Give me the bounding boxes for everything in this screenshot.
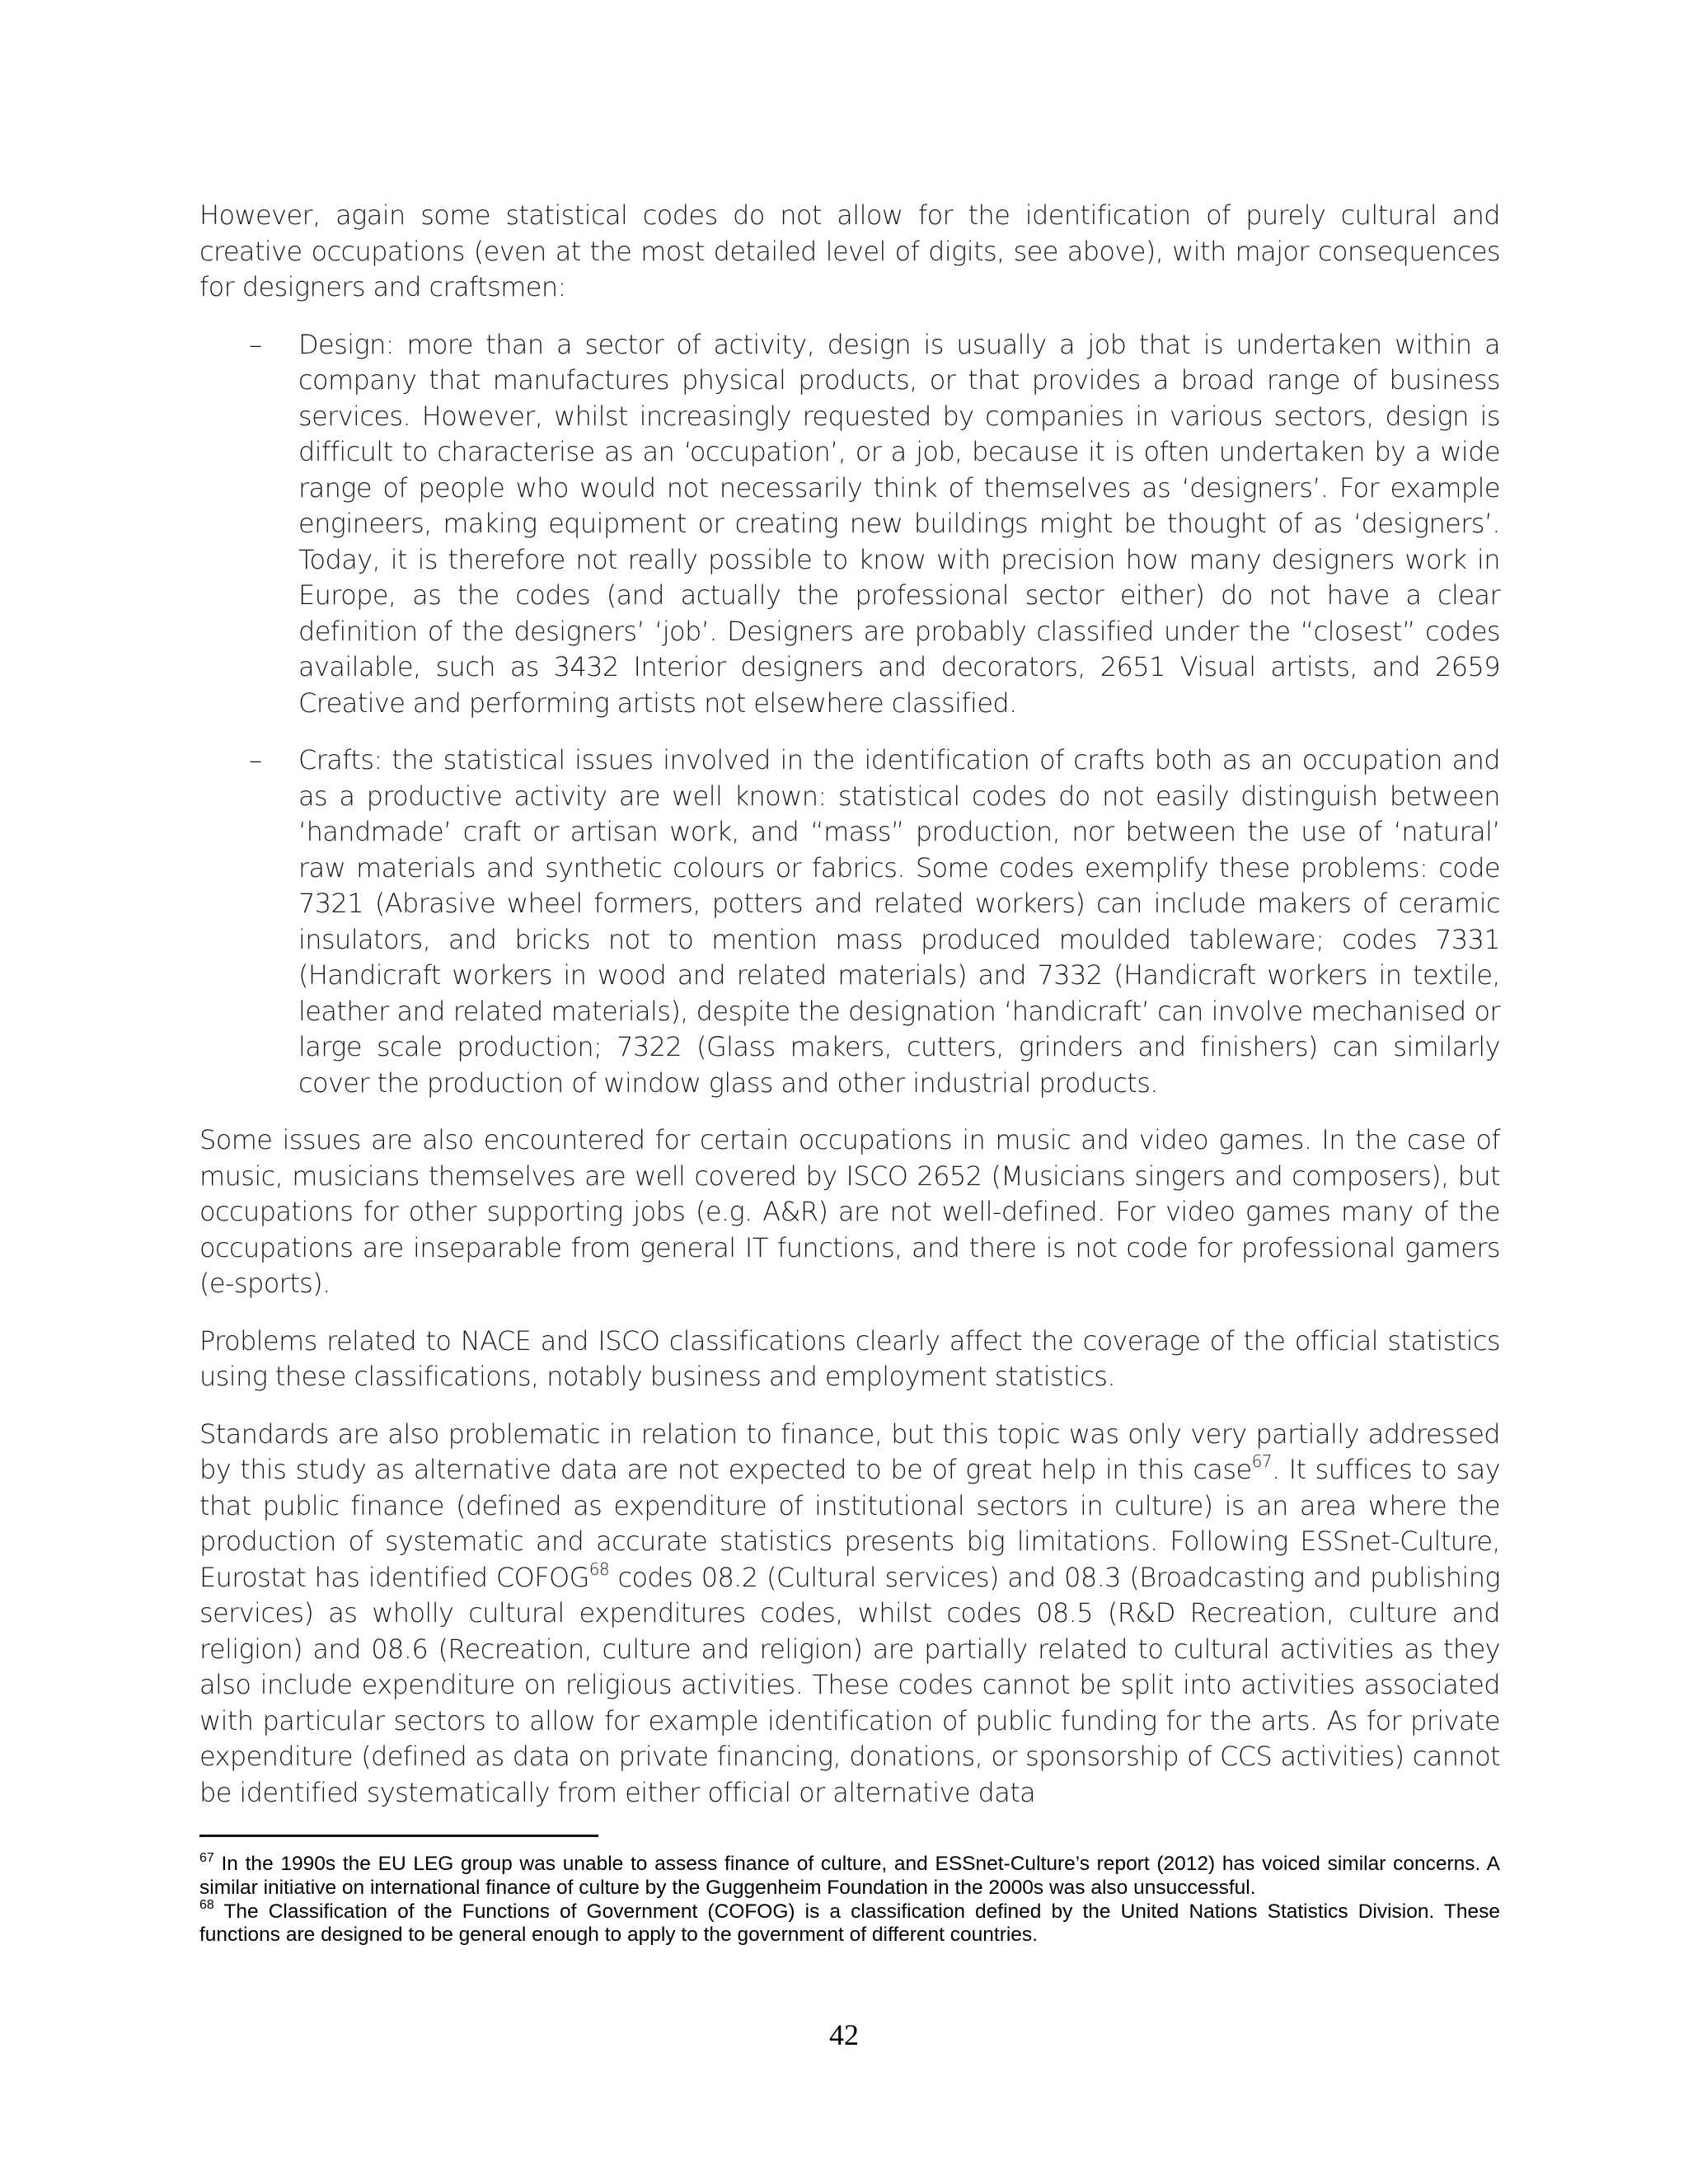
paragraph-intro: However, again some statistical codes do not allow for the identification of purely cultural and creative occupations (even at the most detailed level of digits, see above), with major consequences for designers and craftsmen: xyxy=(199,199,1500,302)
footnote-67 xyxy=(199,1850,1500,1900)
footnote-ref-67[interactable]: 67 xyxy=(1251,1451,1272,1472)
footnote-68 xyxy=(199,1900,1500,1948)
footnote-number: 67 xyxy=(199,1850,214,1865)
finance-text-part3: codes 08.2 (Cultural services) and 08.3 (Broadcasting and publishing services) as wholly cultural expenditures codes, whilst codes 08.5 (R&D Recreation, culture and religion) and 08.6 (Recreation, culture and religion) are partially related to cultural activities as they also include expenditure on religious activities. These codes cannot be split into activities associated with particular sectors to allow for example identification of public funding for the arts. As for private expenditure (defined as data on private financing, donations, or sponsorship of CCS activities) cannot be identified systematically from either official or alternative data xyxy=(199,1561,1500,1808)
bullet-list xyxy=(199,327,1500,1102)
footnote-text: The Classification of the Functions of Government (COFOG) is a classification defined by the United Nations Statistics Division. These functions are designed to be general enough to apply to the government of different countries. xyxy=(199,1900,1500,1947)
footnote-separator xyxy=(199,1835,598,1837)
bullet-text-design: Design: more than a sector of activity, design is usually a job that is undertaken within a company that manufactures physical products, or that provides a broad range of business services. However, whilst increasingly requested by companies in various sectors, design is difficult to characterise as an ‘occupation’, or a job, because it is often undertaken by a wide range of people who would not necessarily think of themselves as ‘designers’. For example engineers, making equipment or creating new buildings might be thought of as ‘designers’. Today, it is therefore not really possible to know with precision how many designers work in Europe, as the codes (and actually the professional sector either) do not have a clear definition of the designers’ ‘job’. Designers are probably classified under the “closest” codes available, such as 3432 Interior designers and decorators, 2651 Visual artists, and 2659 Creative and performing artists not elsewhere classified. xyxy=(298,328,1500,719)
bullet-dash: – xyxy=(249,328,262,360)
finance-text-part1: Standards are also problematic in relation to finance, but this topic was only very partially addressed by this study as alternative data are not expected to be of great help in this case xyxy=(199,1418,1500,1485)
bullet-item-crafts xyxy=(199,743,1500,1101)
footnote-ref-68[interactable]: 68 xyxy=(588,1558,610,1579)
finance-text-part2: . It suffices to say that public finance (defined as expenditure of institutional sectors in culture) is an area where the production of systematic and accurate statistics presents big limitations. Following ESSnet-Culture, Eurostat has identified COFOG xyxy=(199,1454,1500,1593)
page-number: 42 xyxy=(829,2018,859,2051)
bullet-item-design xyxy=(199,327,1500,722)
bullet-dash: – xyxy=(249,744,262,776)
bullet-text-crafts: Crafts: the statistical issues involved in the identification of crafts both as an occupation and as a productive activity are well known: statistical codes do not easily distinguish between ‘handmade’ craft or artisan work, and “mass” production, nor between the use of ‘natural’ raw materials and synthetic colours or fabrics. Some codes exemplify these problems: code 7321 (Abrasive wheel formers, potters and related workers) can include makers of ceramic insulators, and bricks not to mention mass produced moulded tableware; codes 7331 (Handicraft workers in wood and related materials) and 7332 (Handicraft workers in textile, leather and related materials), despite the designation ‘handicraft’ can involve mechanised or large scale production; 7322 (Glass makers, cutters, grinders and finishers) can similarly cover the production of window glass and other industrial products. xyxy=(298,744,1500,1099)
footnote-number: 68 xyxy=(199,1898,214,1913)
body-text xyxy=(199,198,1500,1832)
paragraph-nace: Problems related to NACE and ISCO classifications clearly affect the coverage of the official statistics using these classifications, notably business and employment statistics. xyxy=(199,1324,1500,1392)
paragraph-finance xyxy=(199,1417,1500,1811)
footnote-text: In the 1990s the EU LEG group was unable to assess finance of culture, and ESSnet-Culture’s report (2012) has voiced similar concerns. A similar initiative on international finance of culture by the Guggenheim Foundation in the 2000s was also unsuccessful. xyxy=(199,1853,1500,1899)
paragraph-music: Some issues are also encountered for certain occupations in music and video games. In the case of music, musicians themselves are well covered by ISCO 2652 (Musicians singers and composers), but occupations for other supporting jobs (e.g. A&R) are not well-defined. For video games many of the occupations are inseparable from general IT functions, and there is not code for professional gamers (e-sports). xyxy=(199,1124,1500,1299)
footnotes xyxy=(199,1850,1500,1947)
